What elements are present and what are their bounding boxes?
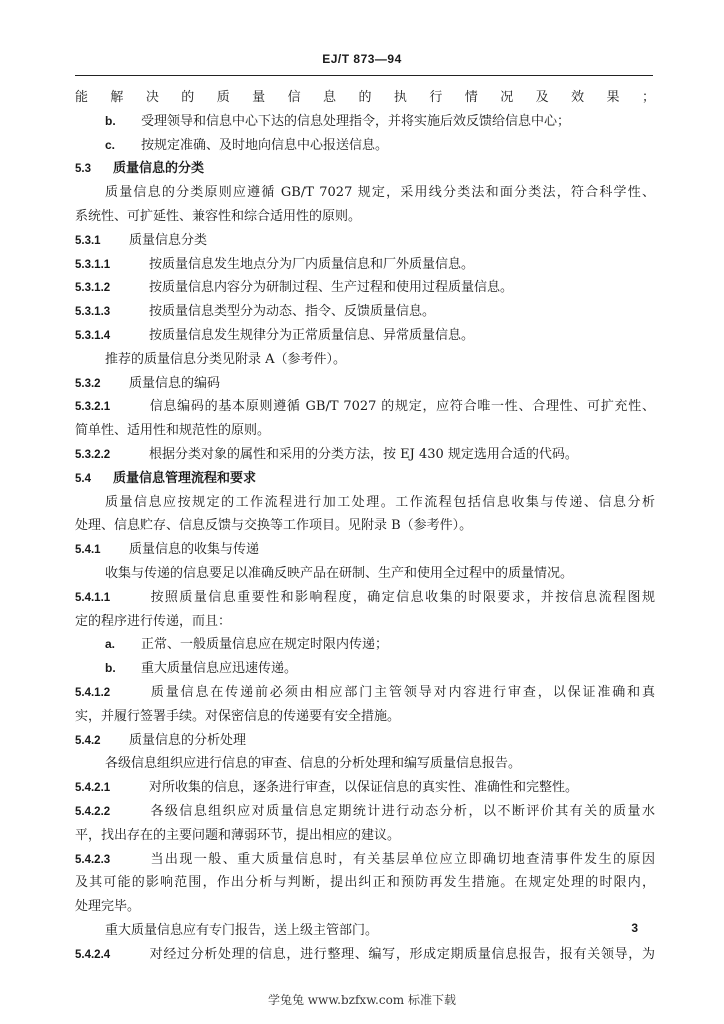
text-line: 平，找出存在的主要问题和薄弱环节，提出相应的建议。: [75, 827, 401, 843]
text-line: 各级信息组织应进行信息的审查、信息的分析处理和编写质量信息报告。: [105, 756, 522, 772]
text-line: 质量信息应按规定的工作流程进行加工处理。工作流程包括信息收集与传递、信息分析: [105, 494, 655, 510]
subsection-heading: 5.4.1 质量信息的收集与传递: [75, 542, 260, 558]
header-rule: [75, 75, 653, 76]
clause: 5.4.2.1 对所收集的信息，逐条进行审查，以保证信息的真实性、准确性和完整性。: [75, 780, 579, 796]
clause: 5.4.2.2 各级信息组织应对质量信息定期统计进行动态分析，以不断评价其有关的质量水: [75, 803, 655, 819]
clause: 5.4.2.4 对经过分析处理的信息，进行整理、编写，形成定期质量信息报告，报有关领导，为: [75, 946, 655, 962]
text-line: 处理完毕。: [75, 899, 141, 915]
text-line: 系统性、可扩延性、兼容性和综合适用性的原则。: [75, 208, 362, 224]
text-line: 定的程序进行传递，而且：: [75, 613, 232, 629]
clause: 5.3.2.2 根据分类对象的属性和采用的分类方法，按 EJ 430 规定选用合适的代码。: [75, 446, 578, 462]
page-number: 3: [631, 921, 638, 935]
text-line: 收集与传递的信息要足以准确反映产品在研制、生产和使用全过程中的质量情况。: [105, 565, 574, 581]
clause: 5.3.1.3 按质量信息类型分为动态、指令、反馈质量信息。: [75, 304, 436, 320]
standard-code-header: EJ/T 873—94: [322, 52, 402, 66]
clause: 5.3.1.1 按质量信息发生地点分为厂内质量信息和厂外质量信息。: [75, 256, 475, 272]
clause: 5.4.1.2 质量信息在传递前必须由相应部门主管领导对内容进行审查，以保证准确和真: [75, 684, 655, 700]
text-line: 重大质量信息应有专门报告，送上级主管部门。: [105, 922, 379, 938]
body-text: [75, 86, 655, 966]
section-heading: 5.4 质量信息管理流程和要求: [75, 470, 257, 486]
clause: 5.3.1.2 按质量信息内容分为研制过程、生产过程和使用过程质量信息。: [75, 280, 514, 296]
list-item: b. 受理领导和信息中心下达的信息处理指令，并将实施后效反馈给信息中心；: [105, 113, 571, 129]
clause: 5.3.2.1 信息编码的基本原则遵循 GB/T 7027 的规定，应符合唯一性、合理性、可扩充性、: [75, 399, 655, 415]
subsection-heading: 5.3.1 质量信息分类: [75, 232, 208, 248]
section-heading: 5.3 质量信息的分类: [75, 161, 205, 177]
text-line: 实，并履行签署手续。对保密信息的传递要有安全措施。: [75, 708, 401, 724]
subsection-heading: 5.3.2 质量信息的编码: [75, 375, 221, 391]
list-item: c. 按规定准确、及时地向信息中心报送信息。: [105, 137, 389, 153]
text-line: 及其可能的影响范围，作出分析与判断，提出纠正和预防再发生措施。在规定处理的时限内，: [75, 875, 655, 891]
download-watermark-footer: 学兔兔 www.bzfxw.com 标准下载: [267, 993, 457, 1007]
subsection-heading: 5.4.2 质量信息的分析处理: [75, 732, 247, 748]
text-line: 推荐的质量信息分类见附录 A（参考件）。: [105, 351, 347, 367]
clause: 5.3.1.4 按质量信息发生规律分为正常质量信息、异常质量信息。: [75, 327, 475, 343]
list-item: a. 正常、一般质量信息应在规定时限内传递；: [105, 637, 389, 653]
text-line: 质量信息的分类原则应遵循 GB/T 7027 规定，采用线分类法和面分类法，符合科学性、: [105, 185, 655, 201]
clause: 5.4.2.3 当出现一般、重大质量信息时，有关基层单位应立即确切地查清事件发生的原因: [75, 851, 655, 867]
text-line: 简单性、适用性和规范性的原则。: [75, 423, 271, 439]
text-line: 能解决的质量信息的执行情况及效果；: [75, 90, 655, 105]
text-line: 处理、信息贮存、信息反馈与交换等工作项目。见附录 B（参考件）。: [75, 518, 473, 534]
clause: 5.4.1.1 按照质量信息重要性和影响程度，确定信息收集的时限要求，并按信息流程图规: [75, 589, 655, 605]
list-item: b. 重大质量信息应迅速传递。: [105, 661, 298, 677]
